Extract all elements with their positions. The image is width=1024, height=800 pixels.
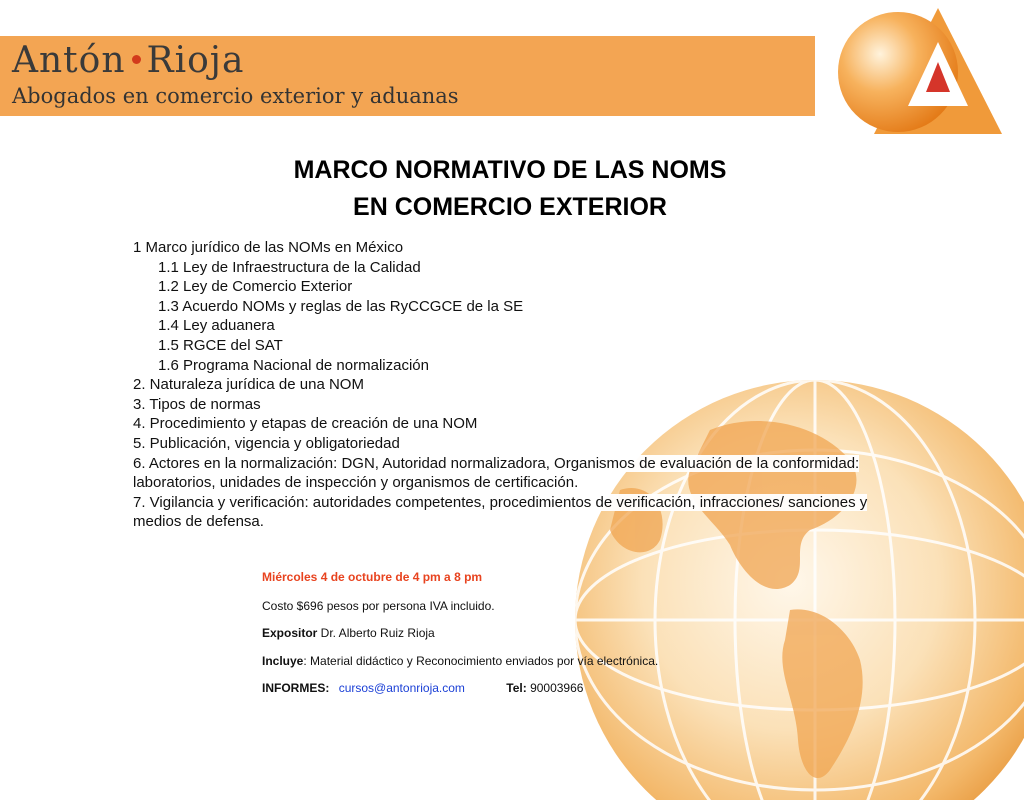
agenda-item-4: 4. Procedimiento y etapas de creación de una NOM	[133, 415, 478, 433]
event-date: Miércoles 4 de octubre de 4 pm a 8 pm	[262, 570, 483, 584]
tel-number: 90003966	[530, 681, 584, 695]
speaker-label: Expositor	[262, 626, 318, 640]
event-includes	[262, 654, 658, 668]
agenda-item-5: 5. Publicación, vigencia y obligatoriedad	[133, 434, 400, 452]
event-cost: Costo $696 pesos por persona IVA incluido.	[262, 599, 495, 613]
agenda-subitem-1-3: 1.3 Acuerdo NOMs y reglas de las RyCCGCE de la SE	[158, 297, 524, 315]
includes-text: : Material didáctico y Reconocimiento enviados por vía electrónica.	[303, 654, 659, 668]
title-line-2: EN COMERCIO EXTERIOR	[353, 193, 667, 221]
event-contact	[262, 681, 583, 695]
agenda-subitem-1-2: 1.2 Ley de Comercio Exterior	[158, 278, 353, 296]
contact-email-link[interactable]: cursos@antonrioja.com	[338, 681, 465, 695]
brand-tagline: Abogados en comercio exterior y aduanas	[12, 84, 459, 108]
firm-logo	[830, 6, 1010, 136]
agenda-item-7-line-2	[133, 512, 993, 532]
agenda-item-1: 1 Marco jurídico de las NOMs en México	[133, 239, 404, 256]
event-speaker	[262, 626, 435, 640]
agenda-subitem-1-1: 1.1 Ley de Infraestructura de la Calidad	[158, 258, 421, 276]
agenda-subitem-1-5: 1.5 RGCE del SAT	[158, 336, 283, 354]
agenda-item-6-text-2: laboratorios, unidades de inspección y organismos de certificación.	[133, 474, 579, 492]
brand-dot	[132, 55, 141, 64]
agenda-item-6-line-2	[133, 473, 993, 493]
agenda-subitem-1-6: 1.6 Programa Nacional de normalización	[158, 356, 429, 374]
contact-label: INFORMES:	[262, 681, 330, 695]
agenda-item-3: 3. Tipos de normas	[133, 395, 261, 413]
agenda-list	[133, 238, 993, 532]
agenda-item-7-line-1	[133, 493, 993, 513]
agenda-item-6-text-1: 6. Actores en la normalización: DGN, Autoridad normalizadora, Organismos de evaluación de la conformidad:	[133, 454, 860, 472]
page-title	[200, 152, 820, 226]
agenda-subitem-1-4: 1.4 Ley aduanera	[158, 317, 275, 335]
agenda-item-2: 2. Naturaleza jurídica de una NOM	[133, 376, 364, 394]
brand-name	[12, 40, 244, 81]
agenda-item-7-text-2: medios de defensa.	[133, 513, 264, 531]
includes-label: Incluye	[262, 654, 304, 668]
agenda-item-7-text-1: 7. Vigilancia y verificación: autoridades competentes, procedimientos de verificación, infracciones/ sanciones y	[133, 493, 868, 511]
agenda-item-6-line-1	[133, 454, 993, 474]
title-line-1: MARCO NORMATIVO DE LAS NOMS	[293, 156, 727, 184]
brand-first-name: Antón	[12, 40, 126, 81]
tel-label: Tel:	[506, 681, 527, 695]
brand-last-name: Rioja	[146, 40, 245, 81]
speaker-name: Dr. Alberto Ruiz Rioja	[317, 626, 435, 640]
